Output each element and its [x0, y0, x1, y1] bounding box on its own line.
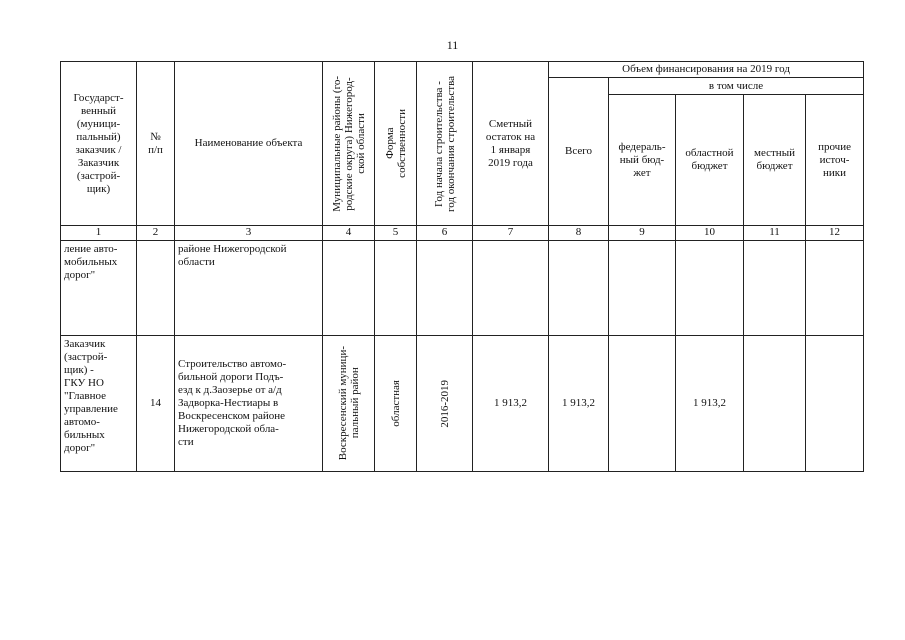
row-years: 2016-2019 [438, 379, 451, 428]
row-ownership-cell [375, 241, 417, 336]
header-municipality: Муниципальные районы (го- родские округа) Нижегород- ской области [330, 75, 367, 212]
row-estimate [473, 241, 549, 336]
row-federal [609, 241, 676, 336]
column-number: 7 [473, 226, 549, 241]
row-municipality-cell [323, 336, 375, 472]
row-years-cell [417, 241, 473, 336]
header-total: Всего [549, 78, 609, 226]
column-number: 8 [549, 226, 609, 241]
header-object-name: Наименование объекта [175, 62, 323, 226]
row-regional [676, 241, 744, 336]
header-regional: областной бюджет [676, 95, 744, 226]
row-num [137, 241, 175, 336]
header-num: № п/п [137, 62, 175, 226]
header-financing-group: Объем финансирования на 2019 год [549, 62, 864, 78]
row-other [806, 336, 864, 472]
row-customer: ление авто- мобильных дорог" [61, 241, 137, 336]
row-years-cell [417, 336, 473, 472]
column-number: 6 [417, 226, 473, 241]
row-other [806, 241, 864, 336]
header-municipality-cell [323, 62, 375, 226]
header-federal: федераль- ный бюд- жет [609, 95, 676, 226]
row-ownership: областная [389, 380, 402, 427]
row-federal [609, 336, 676, 472]
row-num: 14 [137, 336, 175, 472]
header-estimate: Сметный остаток на 1 января 2019 года [473, 62, 549, 226]
header-years-cell [417, 62, 473, 226]
header-row-1 [61, 62, 864, 78]
header-including: в том числе [609, 78, 864, 95]
page-number: 11 [446, 38, 459, 52]
column-number: 9 [609, 226, 676, 241]
header-local: местный бюджет [744, 95, 806, 226]
row-customer: Заказчик (застрой- щик) - ГКУ НО "Главное управление автомо- бильных дорог" [61, 336, 137, 472]
row-municipality: Воскресенский муници- пальный район [336, 346, 361, 461]
row-ownership-cell [375, 336, 417, 472]
header-other: прочие источ- ники [806, 95, 864, 226]
column-number: 1 [61, 226, 137, 241]
column-number: 10 [676, 226, 744, 241]
column-number: 2 [137, 226, 175, 241]
row-object-name: районе Нижегородской области [175, 241, 323, 336]
row-estimate: 1 913,2 [473, 336, 549, 472]
column-numbers-row [61, 226, 864, 241]
column-number: 5 [375, 226, 417, 241]
column-number: 12 [806, 226, 864, 241]
header-years: Год начала строительства - год окончания строительства [432, 75, 457, 212]
table-row [61, 336, 864, 472]
column-number: 3 [175, 226, 323, 241]
column-number: 11 [744, 226, 806, 241]
row-object-name: Строительство автомо- бильной дороги Подъ- езд к д.Заозерье от а/д Задворка-Нестиары в Воскресенском районе Нижегородской обла- сти [175, 336, 323, 472]
financing-table [60, 61, 864, 472]
table-row [61, 241, 864, 336]
row-total: 1 913,2 [549, 336, 609, 472]
column-number: 4 [323, 226, 375, 241]
header-customer: Государст- венный (муници- пальный) заказчик / Заказчик (застрой- щик) [61, 62, 137, 226]
row-municipality-cell [323, 241, 375, 336]
header-ownership: Форма собственности [383, 109, 408, 178]
row-total [549, 241, 609, 336]
header-ownership-cell [375, 62, 417, 226]
row-local [744, 336, 806, 472]
row-local [744, 241, 806, 336]
row-regional: 1 913,2 [676, 336, 744, 472]
